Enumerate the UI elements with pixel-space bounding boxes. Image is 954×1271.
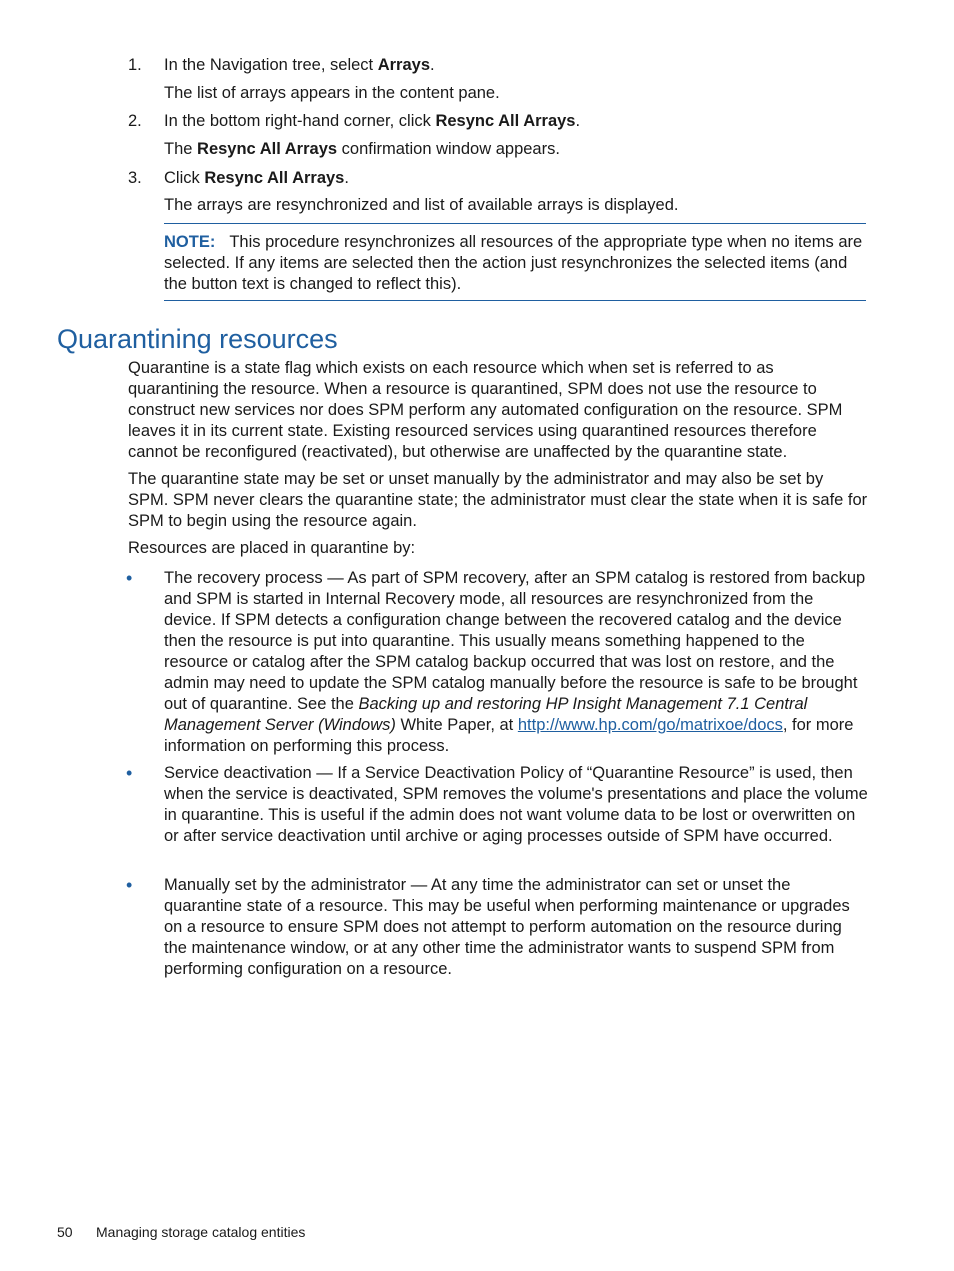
note-label: NOTE: <box>164 233 216 251</box>
bullet-item: Manually set by the administrator — At any time the administrator can set or unset the quarantine state of a resource. This may be useful when performing maintenance or upgrades on a resource to ensure SPM does not attempt to perform automation on the resource during the maintenance window, or at any other time the administrator wants to suspend SPM from performing configuration on a resource. <box>164 876 850 978</box>
bullet-icon: • <box>126 763 133 783</box>
paragraph: Quarantine is a state flag which exists on each resource which when set is referred to as quarantining the resource. When a resource is quarantined, SPM does not use the resource to construct new services nor does SPM perform any automated configuration on the resource. SPM leaves it in its current state. Existing resourced services using quarantined resources therefore cannot be reconfigured (reactivated), but otherwise are unaffected by the quarantine state. <box>128 359 843 461</box>
step-number: 1. <box>128 56 142 74</box>
step-result: The list of arrays appears in the content pane. <box>164 84 500 102</box>
step-number: 2. <box>128 112 142 130</box>
section-heading: Quarantining resources <box>57 324 338 354</box>
bullet-item: Service deactivation — If a Service Deactivation Policy of “Quarantine Resource” is used, then when the service is deactivated, SPM removes the volume's presentations and place the volume in quarantine. This is useful if the admin does not want volume data to be lost or overwritten on or after service deactivation until archive or aging processes outside of SPM have occurred. <box>164 764 868 845</box>
document-title: Backing up and restoring HP Insight Management 7.1 Central Management Server (Windows) <box>164 695 808 734</box>
step-number: 3. <box>128 169 142 187</box>
note-box <box>164 223 866 301</box>
bullet-item: The recovery process — As part of SPM recovery, after an SPM catalog is restored from backup and SPM is started in Internal Recovery mode, all resources are resynchronized from the device. If SPM detects a configuration change between the recovered catalog and the device then the resource is put into quarantine. This usually means something happened to the resource or catalog after the SPM catalog backup occurred that was lost on restore, and the admin may need to update the SPM catalog manually before the resource is safe to be brought out of quarantine. See the Backing up and restoring HP Insight Management 7.1 Central Management Server (Windows) White Paper, at http://www.hp.com/go/matrixoe/docs, for more information on performing this process. <box>164 569 866 755</box>
paragraph: Resources are placed in quarantine by: <box>128 539 416 557</box>
page-number: 50 <box>57 1224 73 1240</box>
note-text: This procedure resynchronizes all resources of the appropriate type when no items are selected. If any items are selected then the action just resynchronizes the selected items (and the button text is changed to reflect this). <box>164 233 863 293</box>
footer-chapter-title: Managing storage catalog entities <box>96 1224 306 1240</box>
step-instruction: In the Navigation tree, select Arrays. <box>164 56 435 74</box>
step-result: The arrays are resynchronized and list of available arrays is displayed. <box>164 196 679 214</box>
paragraph: The quarantine state may be set or unset manually by the administrator and may also be set by SPM. SPM never clears the quarantine state; the administrator must clear the state when it is safe for SPM to begin using the resource again. <box>128 470 868 530</box>
docs-link[interactable]: http://www.hp.com/go/matrixoe/docs <box>517 716 783 734</box>
step-result: The Resync All Arrays confirmation window appears. <box>164 140 560 158</box>
bullet-icon: • <box>126 568 133 588</box>
step-instruction: In the bottom right-hand corner, click Resync All Arrays. <box>164 112 581 130</box>
step-instruction: Click Resync All Arrays. <box>164 169 349 187</box>
bullet-icon: • <box>126 875 133 895</box>
